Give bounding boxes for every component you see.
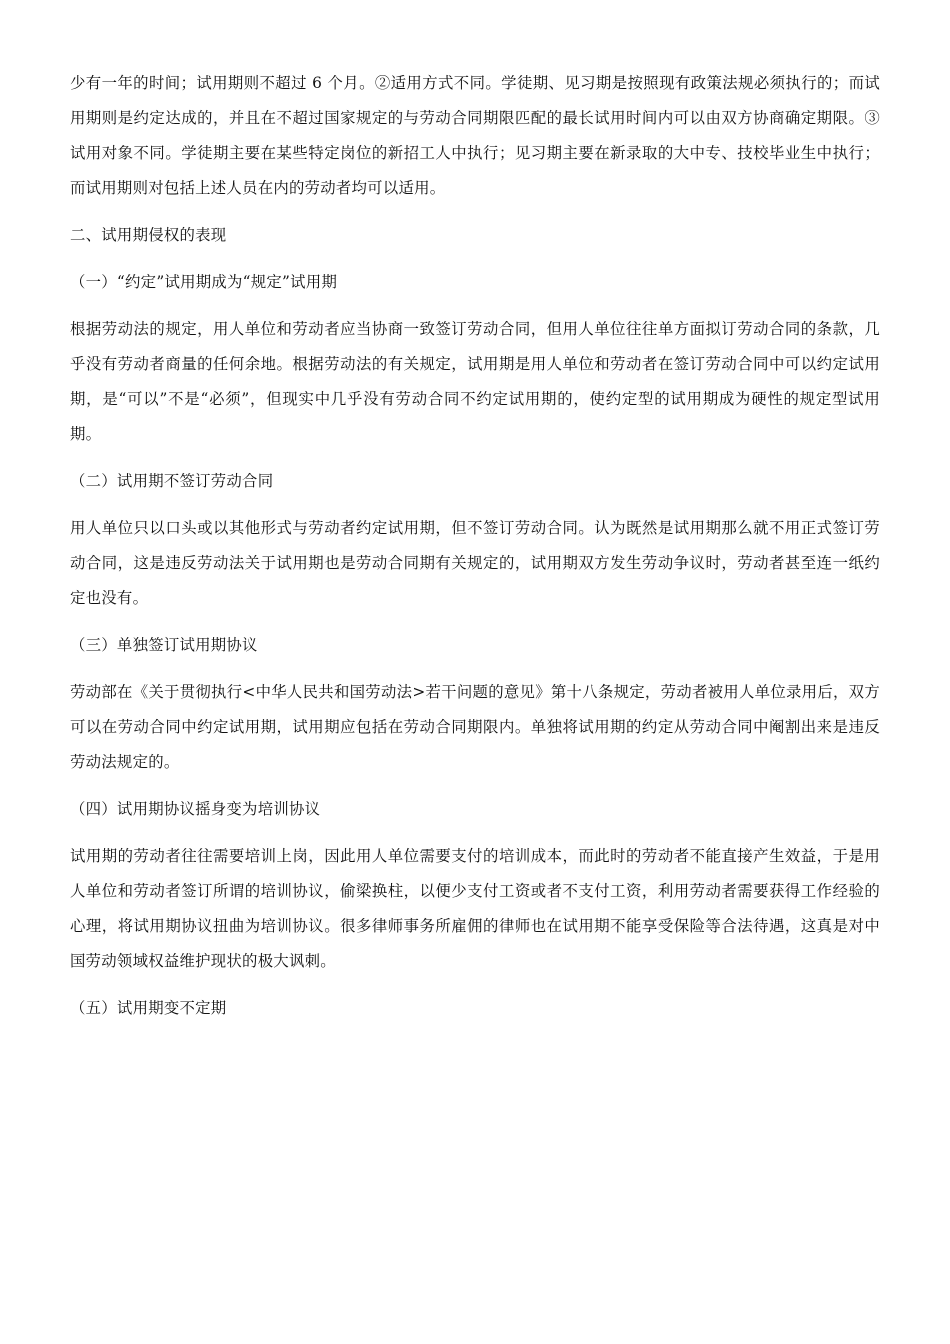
subheading-5: （五）试用期变不定期 [70,999,227,1017]
subheading-4: （四）试用期协议摇身变为培训协议 [70,800,321,818]
subheading-3: （三）单独签订试用期协议 [70,636,258,654]
paragraph-2: 用人单位只以口头或以其他形式与劳动者约定试用期，但不签订劳动合同。认为既然是试用期那么就不用正式签订劳动合同，这是违反劳动法关于试用期也是劳动合同期有关规定的，试用期双方发生劳动争议时，劳动者甚至连一纸约定也没有。 [70,519,880,607]
paragraph-4: 试用期的劳动者往往需要培训上岗，因此用人单位需要支付的培训成本，而此时的劳动者不能直接产生效益，于是用人单位和劳动者签订所谓的培训协议，偷梁换柱，以便少支付工资或者不支付工资，利用劳动者需要获得工作经验的心理，将试用期协议扭曲为培训协议。很多律师事务所雇佣的律师也在试用期不能享受保险等合法待遇，这真是对中国劳动领域权益维护现状的极大讽刺。 [70,847,880,970]
section-heading-infringement: 二、试用期侵权的表现 [70,226,227,244]
paragraph-3: 劳动部在《关于贯彻执行<中华人民共和国劳动法>若干问题的意见》第十八条规定，劳动者被用人单位录用后，双方可以在劳动合同中约定试用期，试用期应包括在劳动合同期限内。单独将试用期的约定从劳动合同中阉割出来是违反劳动法规定的。 [70,683,880,771]
subheading-1: （一）“约定”试用期成为“规定”试用期 [70,273,338,291]
paragraph-comparison: 少有一年的时间；试用期则不超过 6 个月。②适用方式不同。学徒期、见习期是按照现有政策法规必须执行的；而试用期则是约定达成的，并且在不超过国家规定的与劳动合同期限匹配的最长试用时间内可以由双方协商确定期限。③试用对象不同。学徒期主要在某些特定岗位的新招工人中执行；见习期主要在新录取的大中专、技校毕业生中执行；而试用期则对包括上述人员在内的劳动者均可以适用。 [70,74,880,197]
paragraph-1: 根据劳动法的规定，用人单位和劳动者应当协商一致签订劳动合同，但用人单位往往单方面拟订劳动合同的条款，几乎没有劳动者商量的任何余地。根据劳动法的有关规定，试用期是用人单位和劳动者在签订劳动合同中可以约定试用期，是“可以”不是“必须”，但现实中几乎没有劳动合同不约定试用期的，使约定型的试用期成为硬性的规定型试用期。 [70,320,880,443]
document-page [70,66,880,1026]
subheading-2: （二）试用期不签订劳动合同 [70,472,274,490]
